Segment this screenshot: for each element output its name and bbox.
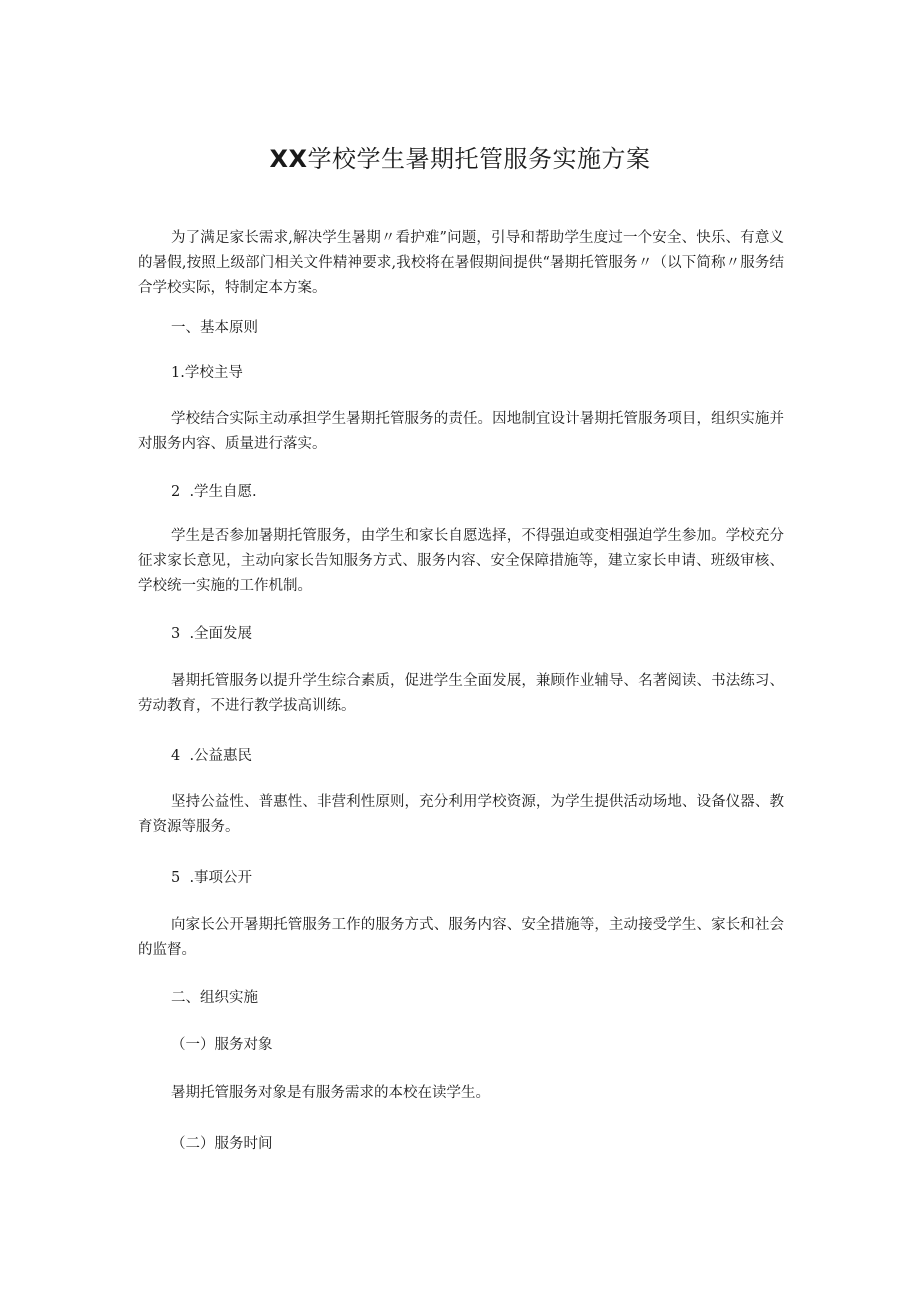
intro-paragraph: 为了满足家长需求,解决学生暑期〃看护难”问题，引导和帮助学生度过一个安全、快乐、有意义的暑假,按照上级部门相关文件精神要求,我校将在暑假期间提供“暑期托管服务〃（以下简称〃服务结合学校实际，特制定本方案。 [138, 230, 784, 296]
subsection-1-text: 暑期托管服务对象是有服务需求的本校在读学生。 [171, 1085, 490, 1101]
title-prefix: XX [269, 145, 308, 173]
principle-1-text: 学校结合实际主动承担学生暑期托管服务的责任。因地制宜设计暑期托管服务项目，组织实施并对服务内容、质量进行落实。 [138, 411, 784, 452]
principle-1-heading: 1.学校主导 [171, 365, 243, 381]
section-heading-principles: 一、基本原则 [171, 320, 258, 336]
title-text: 学校学生暑期托管服务实施方案 [307, 145, 651, 173]
principle-4-heading: 4 .公益惠民 [171, 748, 253, 764]
principle-3-text: 暑期托管服务以提升学生综合素质，促进学生全面发展，兼顾作业辅导、名著阅读、书法练习、劳动教育，不进行教学拔高训练。 [138, 673, 784, 714]
principle-5-heading: 5 .事项公开 [171, 870, 253, 886]
subsection-1-heading: （一）服务对象 [171, 1037, 273, 1053]
section-heading-implementation: 二、组织实施 [171, 990, 258, 1006]
principle-5-text: 向家长公开暑期托管服务工作的服务方式、服务内容、安全措施等，主动接受学生、家长和社会的监督。 [138, 917, 784, 958]
principle-2-heading: 2 .学生自愿. [171, 484, 257, 500]
principle-2-text: 学生是否参加暑期托管服务，由学生和家长自愿选择，不得强迫或变相强迫学生参加。学校充分征求家长意见，主动向家长告知服务方式、服务内容、安全保障措施等，建立家长申请、班级审核、学校统一实施的工作机制。 [138, 528, 784, 594]
principle-4-text: 坚持公益性、普惠性、非营利性原则，充分利用学校资源，为学生提供活动场地、设备仪器、教育资源等服务。 [138, 794, 784, 835]
document-title [0, 142, 920, 176]
principle-3-heading: 3 .全面发展 [171, 626, 253, 642]
subsection-2-heading: （二）服务时间 [171, 1136, 273, 1152]
